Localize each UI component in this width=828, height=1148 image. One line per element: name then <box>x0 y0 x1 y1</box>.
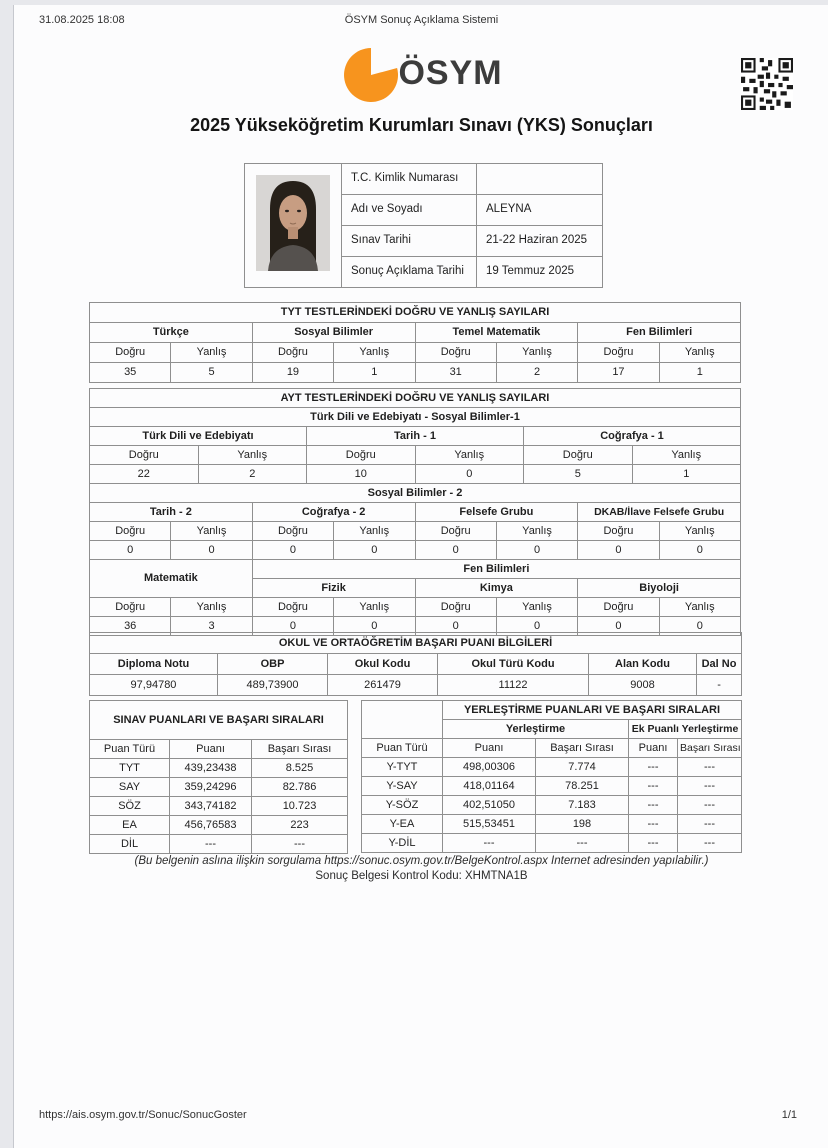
rank-value: --- <box>536 834 629 853</box>
ek-score-value: --- <box>629 758 678 777</box>
yanlis-label: Yanlış <box>171 343 252 363</box>
yanlis-label: Yanlış <box>198 446 307 465</box>
subject-header: Tarih - 1 <box>307 427 524 446</box>
placement-scores-table <box>361 700 742 853</box>
ek-rank-value: --- <box>678 815 742 834</box>
yanlis-label: Yanlış <box>334 343 415 363</box>
score-value: 359,24296 <box>170 778 252 797</box>
column-header: Başarı Sırası <box>252 740 348 759</box>
identity-table <box>244 163 603 288</box>
ayt-fen-title: Fen Bilimleri <box>252 560 740 579</box>
ek-rank-value: --- <box>678 796 742 815</box>
dogru-label: Doğru <box>524 446 633 465</box>
rank-value: 10.723 <box>252 797 348 816</box>
identity-value <box>477 164 603 195</box>
table-row <box>90 465 741 484</box>
score-type: DİL <box>90 835 170 854</box>
column-header: Puanı <box>170 740 252 759</box>
score-value: 343,74182 <box>170 797 252 816</box>
ek-rank-value: --- <box>678 777 742 796</box>
dogru-value: 22 <box>90 465 199 484</box>
ek-rank-value: --- <box>678 834 742 853</box>
dogru-label: Doğru <box>252 522 333 541</box>
column-header: Diploma Notu <box>90 654 218 675</box>
score-value: 498,00306 <box>443 758 536 777</box>
yanlis-value: 0 <box>659 541 740 560</box>
dogru-label: Doğru <box>90 598 171 617</box>
table-row <box>90 541 741 560</box>
rank-value: 8.525 <box>252 759 348 778</box>
dogru-label: Doğru <box>415 598 496 617</box>
dogru-label: Doğru <box>578 343 659 363</box>
verification-code: Sonuç Belgesi Kontrol Kodu: XHMTNA1B <box>315 870 528 882</box>
print-datetime: 31.08.2025 18:08 <box>39 14 125 26</box>
table-row <box>90 522 741 541</box>
yanlis-label: Yanlış <box>632 446 741 465</box>
table-row <box>90 797 348 816</box>
rank-value: 82.786 <box>252 778 348 797</box>
yanlis-label: Yanlış <box>659 343 740 363</box>
yanlis-label: Yanlış <box>496 343 577 363</box>
subject-header: Coğrafya - 1 <box>524 427 741 446</box>
table-row <box>90 389 741 408</box>
group-header: Ek Puanlı Yerleştirme <box>629 720 742 739</box>
table-row <box>90 408 741 427</box>
subject-header: Biyoloji <box>578 579 741 598</box>
ek-score-value: --- <box>629 777 678 796</box>
applicant-photo <box>256 175 330 271</box>
score-value: 456,76583 <box>170 816 252 835</box>
dogru-label: Doğru <box>90 446 199 465</box>
table-row <box>362 777 742 796</box>
yanlis-value: 0 <box>496 617 577 636</box>
subject-header: Temel Matematik <box>415 323 578 343</box>
table-row <box>362 701 742 720</box>
score-value: 418,01164 <box>443 777 536 796</box>
subject-header: Felsefe Grubu <box>415 503 578 522</box>
subject-header: Sosyal Bilimler <box>252 323 415 343</box>
table-row <box>362 815 742 834</box>
subject-header: Fizik <box>252 579 415 598</box>
score-value: --- <box>443 834 536 853</box>
table-row <box>362 739 742 758</box>
yanlis-label: Yanlış <box>334 598 415 617</box>
value-cell: 489,73900 <box>218 675 328 696</box>
score-type: Y-DİL <box>362 834 443 853</box>
dogru-value: 0 <box>578 617 659 636</box>
page-title: 2025 Yükseköğretim Kurumları Sınavı (YKS) Sonuçları <box>190 115 653 135</box>
dogru-label: Doğru <box>415 522 496 541</box>
yanlis-value: 3 <box>171 617 252 636</box>
rank-value: 7.183 <box>536 796 629 815</box>
yanlis-value: 5 <box>171 363 252 383</box>
table-row <box>90 446 741 465</box>
dogru-value: 31 <box>415 363 496 383</box>
score-value: 439,23438 <box>170 759 252 778</box>
qr-code-icon <box>741 58 793 110</box>
yanlis-label: Yanlış <box>415 446 524 465</box>
osym-logo <box>14 41 828 105</box>
yanlis-label: Yanlış <box>659 522 740 541</box>
value-cell: 97,94780 <box>90 675 218 696</box>
group-header: Yerleştirme <box>443 720 629 739</box>
okul-table-title: OKUL VE ORTAÖĞRETİM BAŞARI PUANI BİLGİLERİ <box>90 633 742 654</box>
score-type: Y-SÖZ <box>362 796 443 815</box>
verification-note <box>14 855 828 882</box>
value-cell: 261479 <box>328 675 438 696</box>
rank-value: 78.251 <box>536 777 629 796</box>
source-url: https://ais.osym.gov.tr/Sonuc/SonucGoster <box>39 1109 247 1121</box>
dogru-label: Doğru <box>90 343 171 363</box>
ek-score-value: --- <box>629 815 678 834</box>
table-row <box>362 758 742 777</box>
rank-value: 198 <box>536 815 629 834</box>
rank-value: 7.774 <box>536 758 629 777</box>
column-header: Başarı Sırası <box>536 739 629 758</box>
system-title: ÖSYM Sonuç Açıklama Sistemi <box>344 14 499 26</box>
subject-header: Fen Bilimleri <box>578 323 741 343</box>
dogru-label: Doğru <box>252 598 333 617</box>
score-type: TYT <box>90 759 170 778</box>
dogru-value: 0 <box>252 617 333 636</box>
table-row <box>362 796 742 815</box>
table-row <box>90 343 741 363</box>
table-row <box>90 675 742 696</box>
tyt-table-title: TYT TESTLERİNDEKİ DOĞRU VE YANLIŞ SAYILARI <box>90 303 741 323</box>
ayt-section2-title: Sosyal Bilimler - 2 <box>90 484 741 503</box>
page-number: 1/1 <box>781 1109 797 1121</box>
identity-value: 21-22 Haziran 2025 <box>477 226 603 257</box>
rank-value: 223 <box>252 816 348 835</box>
dogru-value: 0 <box>415 541 496 560</box>
ayt-section1-title: Türk Dili ve Edebiyatı - Sosyal Bilimler-1 <box>90 408 741 427</box>
identity-label: T.C. Kimlik Numarası <box>342 164 477 195</box>
dogru-label: Doğru <box>578 598 659 617</box>
dogru-value: 36 <box>90 617 171 636</box>
subject-header: DKAB/İlave Felsefe Grubu <box>578 503 741 522</box>
dogru-label: Doğru <box>307 446 416 465</box>
dogru-value: 0 <box>90 541 171 560</box>
column-header: Dal No <box>697 654 742 675</box>
score-type: EA <box>90 816 170 835</box>
value-cell: - <box>697 675 742 696</box>
score-type: Y-SAY <box>362 777 443 796</box>
table-row <box>90 303 741 323</box>
yanlis-value: 1 <box>632 465 741 484</box>
applicant-photo-cell <box>245 164 342 288</box>
table-row <box>90 759 348 778</box>
dogru-value: 17 <box>578 363 659 383</box>
table-row <box>90 484 741 503</box>
column-header: Alan Kodu <box>589 654 697 675</box>
tyt-results-table <box>89 302 741 383</box>
document-page <box>13 5 828 1148</box>
yanlis-value: 1 <box>334 363 415 383</box>
dogru-value: 5 <box>524 465 633 484</box>
subject-header: Tarih - 2 <box>90 503 253 522</box>
subject-header: Coğrafya - 2 <box>252 503 415 522</box>
yanlis-label: Yanlış <box>171 522 252 541</box>
identity-value: ALEYNA <box>477 195 603 226</box>
dogru-value: 10 <box>307 465 416 484</box>
table-row <box>245 164 603 195</box>
yanlis-value: 0 <box>171 541 252 560</box>
ayt-results-table <box>89 388 741 636</box>
osym-pie-icon <box>340 41 402 105</box>
yanlis-value: 0 <box>659 617 740 636</box>
table-row <box>90 323 741 343</box>
empty-corner-cell <box>362 701 443 739</box>
table-row <box>90 701 348 740</box>
column-header: Puan Türü <box>362 739 443 758</box>
identity-label: Adı ve Soyadı <box>342 195 477 226</box>
score-value: 402,51050 <box>443 796 536 815</box>
table-row <box>90 740 348 759</box>
column-header: Puanı <box>443 739 536 758</box>
yanlis-value: 2 <box>496 363 577 383</box>
table-row <box>90 427 741 446</box>
yanlis-label: Yanlış <box>496 522 577 541</box>
ek-score-value: --- <box>629 834 678 853</box>
sinav-table-title: SINAV PUANLARI VE BAŞARI SIRALARI <box>90 701 348 740</box>
subject-header: Kimya <box>415 579 578 598</box>
yanlis-label: Yanlış <box>496 598 577 617</box>
yer-table-title: YERLEŞTİRME PUANLARI VE BAŞARI SIRALARI <box>443 701 742 720</box>
verification-note-line1: (Bu belgenin aslına ilişkin sorgulama https://sonuc.osym.gov.tr/BelgeKontrol.aspx Internet adresinden yapılabilir.) <box>134 855 709 867</box>
subject-header: Türkçe <box>90 323 253 343</box>
ek-score-value: --- <box>629 796 678 815</box>
table-row <box>90 598 741 617</box>
score-type: SÖZ <box>90 797 170 816</box>
score-value: 515,53451 <box>443 815 536 834</box>
table-row <box>90 363 741 383</box>
yanlis-value: 0 <box>334 541 415 560</box>
column-header: Puan Türü <box>90 740 170 759</box>
yanlis-value: 2 <box>198 465 307 484</box>
score-value: --- <box>170 835 252 854</box>
yanlis-label: Yanlış <box>171 598 252 617</box>
dogru-value: 19 <box>252 363 333 383</box>
dogru-label: Doğru <box>415 343 496 363</box>
dogru-label: Doğru <box>252 343 333 363</box>
subject-header: Matematik <box>90 560 253 598</box>
yanlis-value: 0 <box>496 541 577 560</box>
dogru-value: 0 <box>578 541 659 560</box>
column-header: Okul Türü Kodu <box>438 654 589 675</box>
column-header: OBP <box>218 654 328 675</box>
osym-logo-text: ÖSYM <box>398 54 503 92</box>
score-type: Y-TYT <box>362 758 443 777</box>
yanlis-label: Yanlış <box>659 598 740 617</box>
identity-value: 19 Temmuz 2025 <box>477 257 603 288</box>
table-row <box>90 654 742 675</box>
column-header: Başarı Sırası <box>678 739 742 758</box>
rank-value: --- <box>252 835 348 854</box>
school-points-table <box>89 632 742 696</box>
column-header: Okul Kodu <box>328 654 438 675</box>
value-cell: 11122 <box>438 675 589 696</box>
ayt-table-title: AYT TESTLERİNDEKİ DOĞRU VE YANLIŞ SAYILARI <box>90 389 741 408</box>
yanlis-value: 0 <box>415 465 524 484</box>
yanlis-value: 1 <box>659 363 740 383</box>
table-row <box>90 778 348 797</box>
exam-scores-table <box>89 700 348 854</box>
score-type: SAY <box>90 778 170 797</box>
identity-label: Sınav Tarihi <box>342 226 477 257</box>
table-row <box>90 835 348 854</box>
table-row <box>90 560 741 579</box>
value-cell: 9008 <box>589 675 697 696</box>
table-row <box>90 816 348 835</box>
identity-label: Sonuç Açıklama Tarihi <box>342 257 477 288</box>
ek-rank-value: --- <box>678 758 742 777</box>
score-type: Y-EA <box>362 815 443 834</box>
yanlis-value: 0 <box>334 617 415 636</box>
dogru-label: Doğru <box>90 522 171 541</box>
dogru-value: 0 <box>252 541 333 560</box>
table-row <box>90 503 741 522</box>
table-row <box>362 834 742 853</box>
table-row <box>90 633 742 654</box>
subject-header: Türk Dili ve Edebiyatı <box>90 427 307 446</box>
dogru-value: 35 <box>90 363 171 383</box>
yanlis-label: Yanlış <box>334 522 415 541</box>
column-header: Puanı <box>629 739 678 758</box>
dogru-value: 0 <box>415 617 496 636</box>
dogru-label: Doğru <box>578 522 659 541</box>
